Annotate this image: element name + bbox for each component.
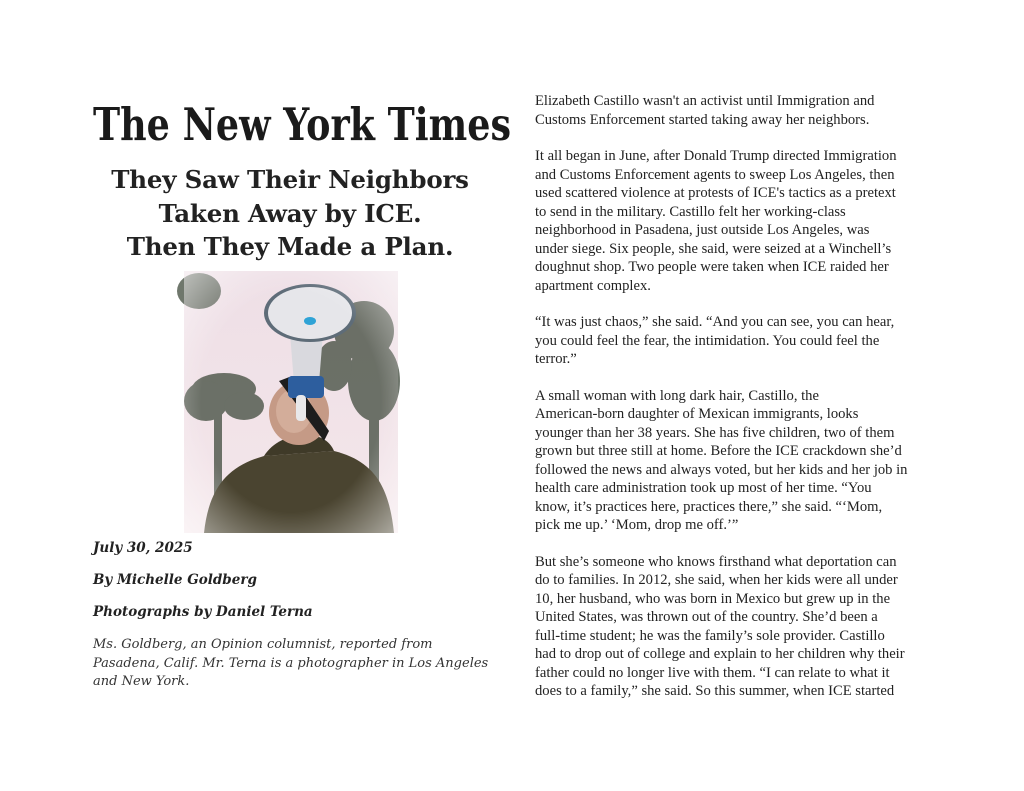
- paragraph-line: But she’s someone who knows firsthand what deportation can: [535, 553, 897, 570]
- paragraph-line: used scattered violence at protests of ICE's tactics as a pretext: [535, 185, 896, 201]
- paragraph-line: know, it’s practices here, practices there,” she said. “‘Mom,: [535, 498, 883, 515]
- bio-line: Ms. Goldberg, an Opinion columnist, reported from: [93, 637, 433, 652]
- paragraph-line: grown but three still at home. Before the ICE crackdown she’d: [535, 443, 902, 459]
- masthead-text: The New York Times: [93, 98, 511, 151]
- paragraph-line: followed the news and always voted, but her kids and her job in: [535, 461, 908, 478]
- paragraph-line: you could feel the fear, the intimidation. You could feel the: [535, 332, 880, 349]
- megaphone-photo: [184, 271, 398, 533]
- paragraph-line: health care administration took up most of her time. “You: [535, 480, 872, 496]
- byline: By Michelle Goldberg: [93, 572, 257, 588]
- headline: [92, 163, 488, 264]
- photo-credit: Photographs by Daniel Terna: [93, 604, 313, 620]
- paragraph-line: under siege. Six people, she said, were seized at a Winchell’s: [535, 240, 892, 257]
- nyt-masthead-logo: [93, 92, 513, 154]
- paragraph-line: American-born daughter of Mexican immigrants, looks: [535, 406, 859, 422]
- paragraph-line: to send in the military. Castillo felt her working-class: [535, 203, 846, 220]
- headline-line: They Saw Their Neighbors: [111, 165, 469, 194]
- article-paragraph: [535, 387, 940, 535]
- paragraph-line: does to a family,” she said. So this summer, when ICE started: [535, 683, 895, 699]
- paragraph-line: United States, was thrown out of the country. She’d been a: [535, 609, 878, 625]
- paragraph-line: neighborhood in Pasadena, just outside Los Angeles, was: [535, 222, 870, 238]
- paragraph-line: A small woman with long dark hair, Castillo, the: [535, 387, 819, 404]
- article-paragraph: [535, 313, 940, 369]
- article-paragraph: [535, 92, 940, 129]
- paragraph-line: had to drop out of college and explain to her children why their: [535, 646, 905, 662]
- paragraph-line: and Customs Enforcement agents to sweep Los Angeles, then: [535, 166, 895, 183]
- paragraph-line: full-time student; he was the family’s sole provider. Castillo: [535, 627, 885, 644]
- paragraph-line: apartment complex.: [535, 277, 651, 294]
- paragraph-line: pick me up.’ ‘Mom, drop me off.’”: [535, 517, 739, 533]
- headline-line: Then They Made a Plan.: [126, 232, 454, 261]
- bio-line: Pasadena, Calif. Mr. Terna is a photographer in Los Angeles: [93, 655, 489, 671]
- paragraph-line: 10, her husband, who was born in Mexico but grew up in the: [535, 590, 891, 607]
- author-bio: [93, 636, 493, 692]
- article-paragraph: [535, 147, 940, 295]
- paragraph-line: doughnut shop. Two people were taken when ICE raided her: [535, 259, 889, 275]
- paragraph-line: younger than her 38 years. She has five children, two of them: [535, 424, 895, 441]
- article-paragraph: [535, 553, 940, 701]
- paragraph-line: “It was just chaos,” she said. “And you can see, you can hear,: [535, 314, 895, 330]
- paragraph-line: Customs Enforcement started taking away her neighbors.: [535, 111, 870, 128]
- article-date: July 30, 2025: [93, 540, 193, 556]
- paragraph-line: terror.”: [535, 351, 577, 367]
- bio-line: and New York.: [93, 674, 190, 689]
- headline-line: Taken Away by ICE.: [158, 198, 422, 228]
- paragraph-line: It all began in June, after Donald Trump directed Immigration: [535, 148, 897, 164]
- paragraph-line: Elizabeth Castillo wasn't an activist until Immigration and: [535, 93, 875, 109]
- paragraph-line: do to families. In 2012, she said, when her kids were all under: [535, 572, 898, 588]
- article-body: [535, 92, 940, 719]
- paragraph-line: father could no longer live with them. “I can relate to what it: [535, 664, 890, 681]
